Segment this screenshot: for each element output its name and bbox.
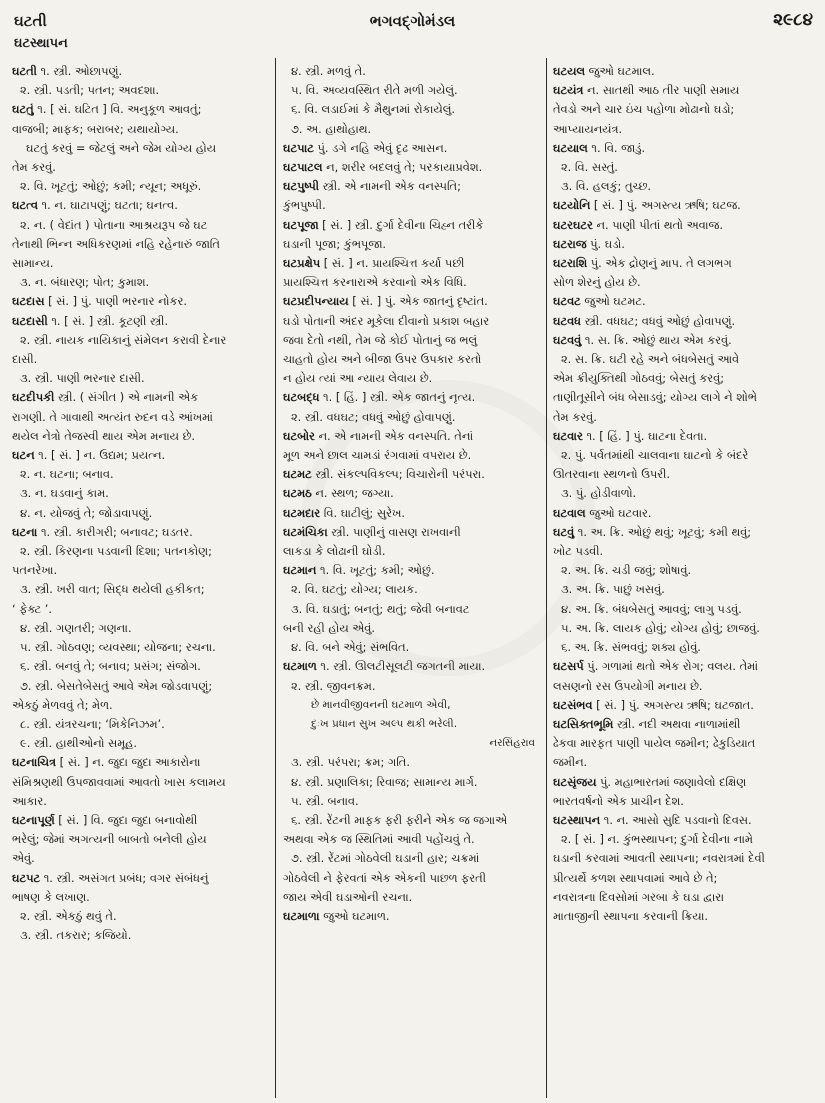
definition-line: ૬. સ્ત્રી. બનવું તે; બનાવ; પ્રસંગ; સંજોગ.	[20, 659, 201, 674]
definition-line: ખોટ પડવી.	[553, 544, 604, 559]
dictionary-entry	[12, 446, 268, 465]
definition-line: ૪. સ્ત્રી. મળવું તે.	[291, 64, 366, 78]
definition-line: ઊતરવાના સ્થળનો ઉપરી.	[553, 467, 670, 482]
headword: ઘટસૃંજય	[553, 774, 597, 789]
definition-line: પ્રીત્યર્થે કળશ સ્થાપવામાં આવે છે તે;	[553, 870, 718, 885]
definition-line: પતનરેખા.	[12, 563, 58, 578]
column-2	[283, 62, 541, 1098]
definition-line: આકાર.	[12, 793, 47, 808]
definition-text: સ્ત્રી. વધઘટ; વધવું ઓછું હોવાપણું.	[581, 313, 736, 328]
definition-text: સ્ત્રી. પાણીનું વાસણ રાખવાની	[327, 524, 461, 539]
definition-text: [ સં. ] પું. અગસ્ત્ય ઋષિ; ઘટજાત.	[592, 697, 754, 712]
definition-line: ૨. વિ. સસ્તું.	[561, 160, 618, 175]
definition-line: ૬. અ. ક્રિ. સંભવવું; શક્ય હોવું.	[561, 640, 701, 655]
definition-line: નવરાત્રના દિવસોમાં ગરબા કે ઘડા દ્વારા	[553, 889, 724, 904]
definition-line: ૪. અ. ક્રિ. બંધબેસતું આવવું; લાગુ પડવું.	[561, 601, 742, 616]
dictionary-entry	[12, 388, 268, 407]
dictionary-entry	[283, 465, 541, 484]
definition-text: [ સં. ] વિ. જુદા જુદા બનાવોથી	[54, 812, 198, 827]
headword: ઘટવાલ	[553, 505, 586, 520]
first-headword: ઘટતી	[14, 12, 47, 30]
definition-text: ૧. ન. આસો સુદિ પડવાનો દિવસ.	[600, 812, 752, 827]
definition-line: ૩. સ્ત્રી. પરંપરા; ક્રમ; ગતિ.	[291, 755, 410, 770]
definition-text: [ સં. ] ન. પ્રાયશ્ચિત્ત કર્યા પછી	[320, 256, 465, 271]
definition-text: પું. એક દ્રોણનું માપ. તે લગભગ	[587, 256, 732, 271]
definition-line: થયેલ નેત્રો તેજસ્વી થાય એમ મનાય છે.	[12, 428, 196, 443]
headword: ઘટયોનિ	[553, 198, 591, 213]
definition-line: ૫. વિ. અવ્યવસ્થિત રીતે મળી ગયેલું.	[291, 83, 458, 98]
definition-line: તેનાથી ભિન્ન અધિકરણમાં નહિ રહેનારું જાતિ	[12, 236, 220, 251]
headword: ઘટબોર	[283, 428, 315, 443]
definition-line: ભાષણ કે લખાણ.	[12, 889, 90, 904]
headword: ઘટમદાર	[283, 505, 321, 520]
headword: ઘટવાર	[553, 428, 583, 443]
definition-text: ૧. અ. ક્રિ. ઓછું થવું; ખૂટવું; કમી થવું;	[574, 524, 752, 539]
dictionary-entry	[283, 523, 541, 542]
page-header	[0, 0, 825, 34]
headword: ઘટમાન	[283, 563, 317, 578]
headword: ઘટવટ	[553, 294, 581, 309]
dictionary-entry	[12, 811, 268, 830]
definition-line: ૬. સ્ત્રી. રેંટની માફક ફરી ફરીને એક જ જગાએ	[291, 812, 508, 827]
definition-text: સ્ત્રી. નદી અથવા નાળામાંથી	[613, 716, 741, 731]
definition-line: ૨. પું. પર્વતમાંથી ચાલવાના ઘાટનો કે બંદરે	[561, 448, 749, 463]
dictionary-entry	[12, 62, 268, 81]
definition-line: ઘડો પોતાની અંદર મૂકેલા દીવાનો પ્રકાશ બહાર	[283, 313, 490, 328]
definition-line: ૨. સ્ત્રી. નાયક નાયિકાનું સંમેલન કરાવી દેનાર	[20, 332, 227, 347]
page-number: ૨૯૮૪	[773, 10, 813, 30]
definition-line: ૫. સ્ત્રી. ગોઠવણ; વ્યવસ્થા; યોજના; રચના.	[20, 640, 216, 655]
dictionary-entry	[283, 388, 541, 407]
dictionary-entry	[12, 312, 268, 331]
column-3	[553, 62, 815, 1098]
definition-line: લાકડા કે લોઢાની ઘોડી.	[283, 544, 386, 559]
definition-line: એમ ક્રીયુક્તિથી ગોઠવવું; બેસતું કરવું;	[553, 371, 725, 386]
definition-text: ન. પાણી પીતાં થતો અવાજ.	[592, 217, 723, 232]
definition-line: આપ્યાયનયંત્ર.	[553, 121, 623, 136]
definition-line: તેમ કરવું.	[12, 160, 56, 175]
definition-line: સંમિશ્રણથી ઉપજાવવામાં આવતો ખાસ કલામય	[12, 774, 226, 789]
headword: ઘટત્વ	[12, 198, 38, 213]
definition-line: ૨. ન. ઘટના; બનાવ.	[20, 467, 114, 482]
definition-line: એવું.	[12, 851, 35, 866]
dictionary-entry	[553, 254, 815, 273]
definition-line: ૨. સ્ત્રી. એકઠું થવું તે.	[20, 908, 117, 923]
dictionary-entry	[553, 216, 815, 235]
definition-line: સોળ શેરનું હોય છે.	[553, 275, 641, 290]
definition-line: ૩. સ્ત્રી. તકરાર; કજિયો.	[20, 928, 132, 943]
headword: ઘટપાટ	[283, 140, 314, 155]
definition-line: ૪. ન. યોજવું તે; જોડાવાપણું.	[20, 505, 153, 520]
definition-line: ૨. વિ. ખૂટતું; ઓછું; કમી; ન્યૂન; અધૂરું.	[20, 179, 202, 194]
definition-line: ૪. સ્ત્રી. પ્રણાલિકા; રિવાજ; સામાન્ય માર્ગ.	[291, 774, 478, 789]
headword: ઘટમંચિકા	[283, 524, 328, 539]
dictionary-entry	[283, 907, 541, 926]
quotation-line: દુઃખ પ્રધાન સુખ અલ્પ થકી ભરેલી.	[311, 717, 458, 730]
headword: ઘટનાચિત્ર	[12, 755, 57, 770]
definition-line: ૮. સ્ત્રી. યંત્રરચના; ‘મિકેનિઝમ’.	[20, 716, 165, 731]
definition-text: ૧. ન. ઘાટાપણું; ઘટતા; ઘનત્વ.	[37, 198, 178, 213]
headword: ઘટયલ	[553, 64, 586, 78]
definition-text: ૧. [ સં. ઘટિત ] વિ. અનુકૂળ આવતું;	[33, 102, 202, 117]
definition-line: ચાહતો હોય અને બીજા ઉપર ઉપકાર કરતો	[283, 352, 482, 367]
dictionary-entry	[283, 561, 541, 580]
last-headword: ઘટસ્થાપન	[14, 36, 68, 51]
dictionary-entry	[553, 696, 815, 715]
quotation-line: છે માનવીજીવનની ઘટમાળ એવી,	[311, 698, 451, 711]
definition-text: ન. એ નામની એક વનસ્પતિ. તેનાં	[314, 428, 474, 443]
definition-text: [ સં. ] ન. જુદા જુદા આકારોના	[56, 755, 201, 770]
dictionary-entry	[553, 312, 815, 331]
headword: ઘટબદ્ધ	[283, 390, 320, 405]
definition-line: ઘટતું કરવું = જેટલું અને જેમ યોગ્ય હોય	[26, 140, 217, 155]
definition-line: ૩. વિ. હલકું; તુચ્છ.	[561, 179, 652, 194]
definition-text: ન, શરીર બદલવું તે; પરકાયાપ્રવેશ.	[322, 160, 483, 175]
definition-line: ૫. સ્ત્રી. બનાવ.	[291, 793, 359, 808]
dictionary-entry	[553, 523, 815, 542]
definition-line: અથવા એક જ સ્થિતિમાં આવી પહોંચવું તે.	[283, 832, 475, 847]
definition-line: ભરેલું; જેમાં અગત્યની બાબતો બનેલી હોય	[12, 832, 207, 847]
definition-line: ૪. સ્ત્રી. ગણતરી; ગણના.	[20, 620, 132, 635]
headword: ઘટયાલ	[553, 140, 588, 155]
definition-text: પું. ગળામાં થતો એક રોગ; વલય. તેમાં	[583, 659, 758, 674]
definition-text: સ્ત્રી. સંકલ્પવિકલ્પ; વિચારોની પરંપરા.	[311, 467, 485, 482]
headword: ઘટવું	[553, 524, 575, 539]
definition-line: ઘડાની પૂજા; કુંભપૂજા.	[283, 236, 387, 251]
column-divider	[275, 58, 276, 1098]
definition-line: ગોઠવેલી ને ફેરવતાં એક એકની પાછળ ફરતી	[283, 870, 486, 885]
definition-line: ૨. સ્ત્રી. પડતી; પતન; અવદશા.	[20, 83, 160, 98]
dictionary-entry	[283, 158, 541, 177]
dictionary-entry	[553, 331, 815, 350]
definition-text: ૧. સ. ક્રિ. ઓછું થાય એમ કરવું.	[581, 332, 732, 347]
headword: ઘટતું	[12, 102, 34, 117]
dictionary-entry	[283, 216, 541, 235]
dictionary-entry	[12, 100, 268, 119]
definition-text: જુઓ ઘટમટ.	[580, 294, 646, 309]
definition-line: ન હોય ત્યાં આ ન્યાય લેવાય છે.	[283, 371, 433, 386]
definition-text: [ સં. ] સ્ત્રી. દુર્ગા દેવીના ચિહ્ન તરીકે	[318, 217, 484, 232]
definition-line: ૩. અ. ક્રિ. પાછું ખસવું.	[561, 582, 665, 597]
definition-text: સ્ત્રી. એ નામની એક વનસ્પતિ;	[318, 179, 461, 194]
definition-line: લસણનો રસ ઉપયોગી મનાય છે.	[553, 678, 703, 693]
headword: ઘટરાશિ	[553, 256, 588, 271]
column-1	[12, 62, 268, 1098]
headword: ઘટદાસી	[12, 313, 48, 328]
definition-line: ૨. સ્ત્રી. કિરણના પડવાની દિશા; પતનકોણ;	[20, 544, 212, 559]
headword: ઘટદાસ	[12, 294, 45, 309]
definition-text: ૧. વિ. જાડું.	[587, 140, 646, 155]
dictionary-entry	[283, 427, 541, 446]
definition-line: તેવડો અને ચાર ઇંચ પહોળા મોઢાનો ઘડો;	[553, 102, 735, 117]
definition-line: જમીન.	[553, 755, 588, 770]
headword: ઘટયંત્ર	[553, 83, 584, 98]
definition-line: ૩. ન. ઘડવાનું કામ.	[20, 486, 109, 501]
definition-text: ૧. [ હિં. ] પું. ઘાટના દેવતા.	[582, 428, 708, 443]
dictionary-entry	[12, 292, 268, 311]
definition-text: ન. સ્થળ; જગ્યા.	[311, 486, 394, 501]
definition-line: ૫. અ. ક્રિ. લાયક હોવું; યોગ્ય હોવું; છાજવું.	[561, 620, 760, 635]
dictionary-entry	[553, 657, 815, 676]
definition-text: ૧. સ્ત્રી. અસંગત પ્રબંધ; વગર સંબંધનું	[40, 870, 209, 885]
headword: ઘટસંભવ	[553, 697, 593, 712]
dictionary-entry	[553, 196, 815, 215]
dictionary-entry	[553, 504, 815, 523]
headword: ઘટન	[12, 448, 35, 463]
definition-line: ૩. સ્ત્રી. પાણી ભરનાર દાસી.	[20, 371, 145, 386]
dictionary-entry	[283, 292, 541, 311]
dictionary-entry	[283, 484, 541, 503]
headword: ઘટમાળા	[283, 908, 320, 923]
headword: ઘટતી	[12, 64, 37, 78]
dictionary-entry	[553, 811, 815, 830]
headword: ઘટમઠ	[283, 486, 312, 501]
definition-line: ૩. ન. બંધારણ; પોત; કુમાશ.	[20, 275, 150, 290]
headword: ઘટસ્થાપન	[553, 812, 601, 827]
definition-text: ૧. [ હિં. ] સ્ત્રી. એક જાતનું નૃત્ય.	[319, 390, 476, 405]
definition-text: પું. ઘડો.	[586, 236, 625, 251]
definition-line: કુંભપુષ્પી.	[283, 198, 326, 213]
definition-line: બની રહી હોય એવું.	[283, 620, 376, 635]
definition-line: ૩. વિ. ઘડાતું; બનતું; થતું; જેવી બનાવટ	[291, 601, 470, 616]
definition-text: પું. ડગે નહિ એવું દૃઢ આસન.	[313, 140, 448, 155]
definition-text: સ્ત્રી. ( સંગીત ) એ નામની એક	[54, 390, 199, 405]
definition-line: ૨. અ. ક્રિ. ચડી જવું; શોષાવું.	[561, 563, 692, 578]
definition-line: ૨. ન. ( વેદાંત ) પોતાના આશ્રયરૂપ જે ઘટ	[20, 217, 208, 232]
definition-line: વાજબી; માફક; બરાબર; યથાયોગ્ય.	[12, 121, 179, 136]
definition-line: ૯. સ્ત્રી. હાથીઓનો સમૂહ.	[20, 736, 138, 751]
definition-line: ૨. [ સં. ] ન. કુંભસ્થાપન; દુર્ગા દેવીના નામે	[561, 832, 753, 847]
definition-line: તેમ કરવું.	[553, 409, 597, 424]
dictionary-entry	[553, 292, 815, 311]
definition-line: ૩. સ્ત્રી. ખરી વાત; સિદ્ધ થયેલી હકીકત;	[20, 582, 205, 597]
headword: ઘટમાળ	[283, 659, 317, 674]
definition-line: એકઠું મેળવવું તે; મેળ.	[12, 697, 113, 712]
headword: ઘટસિક્તભૂમિ	[553, 716, 614, 731]
dictionary-entry	[553, 715, 815, 734]
headword: ઘટપ્રક્ષેપ	[283, 256, 321, 271]
dictionary-entry	[553, 81, 815, 100]
definition-line: માતાજીની સ્થાપના કરવાની ક્રિયા.	[553, 908, 709, 923]
definition-line: ૩. પું. હોડીવાળો.	[561, 486, 637, 501]
definition-line: ૨. સ્ત્રી. વધઘટ; વધવું ઓછું હોવાપણું.	[291, 409, 456, 424]
definition-line: પ્રાયશ્ચિત્ત કરનારાએ કરવાનો એક વિધિ.	[283, 275, 467, 290]
definition-text: [ સં. ] પું. એક જાતનું દૃષ્ટાંત.	[348, 294, 488, 309]
definition-line: દાસી.	[12, 352, 38, 367]
headword: ઘટમટ	[283, 467, 312, 482]
definition-line: ૪. વિ. બને એવું; સંભવિત.	[291, 640, 410, 655]
dictionary-entry	[283, 254, 541, 273]
dictionary-entry	[12, 523, 268, 542]
headword: ઘટપાટલ	[283, 160, 323, 175]
definition-text: ન. સાતથી આઠ તીર પાણી સમાય	[583, 83, 740, 98]
definition-text: ૧. [ સં. ] ન. ઉદ્યમ; પ્રયત્ન.	[34, 448, 166, 463]
dictionary-entry	[283, 657, 541, 676]
column-divider	[546, 58, 547, 1098]
definition-line: જવા દેતો નથી, તેમ જે કોઈ પોતાનું જ ભલું	[283, 332, 478, 347]
definition-line: ઘડાની કરવામાં આવતી સ્થાપના; નવરાત્રમાં દેવી	[553, 851, 765, 866]
definition-text: જુઓ ઘટવાર.	[585, 505, 652, 520]
definition-text: ૧. [ સં. ] સ્ત્રી. કૂટણી સ્ત્રી.	[47, 313, 169, 328]
definition-line: ૭. સ્ત્રી. રેંટમાં ગોઠવેલી ઘડાની હાર; ચક્રમાં	[291, 851, 480, 866]
dictionary-entry	[283, 504, 541, 523]
dictionary-entry	[553, 427, 815, 446]
headword: ઘટરાજ	[553, 236, 587, 251]
definition-text: પું. મહાભારતમાં જણાવેલો દક્ષિણ	[596, 774, 747, 789]
definition-line: ભારતવર્ષનો એક પ્રાચીન દેશ.	[553, 793, 684, 808]
definition-line: તાણીતૂસીને બંધ બેસાડવું; યોગ્ય લાગે ને શોભે	[553, 390, 758, 405]
headword: ઘટવધ	[553, 313, 581, 328]
dictionary-entry	[283, 177, 541, 196]
definition-line: જાય એવી ઘડાઓની રચના.	[283, 889, 413, 904]
headword: ઘટપુષ્પી	[283, 179, 319, 194]
definition-text: વિ. ઘાટીલું; સુરેખ.	[320, 505, 405, 520]
dictionary-entry	[553, 139, 815, 158]
definition-line: ૨. સ્ત્રી. જીવનક્રમ.	[291, 678, 376, 693]
definition-line: ૨. વિ. ઘટતું; યોગ્ય; લાયક.	[291, 582, 418, 597]
headword: ઘટપટ	[12, 870, 41, 885]
definition-line: ૨. સ. ક્રિ. ઘટી રહે અને બંધબેસતું આવે	[561, 352, 740, 367]
definition-text: [ સં. ] પું. પાણી ભરનાર નોકર.	[44, 294, 187, 309]
quotation-author: નરસિંહરાવ	[489, 737, 535, 750]
dictionary-entry	[12, 869, 268, 888]
dictionary-entry	[12, 753, 268, 772]
headword: ઘટસર્પ	[553, 659, 584, 674]
headword: ઘટના	[12, 524, 38, 539]
definition-text: [ સં. ] પું. અગસ્ત્ય ઋષિ; ઘટજ.	[590, 198, 741, 213]
headword: ઘટનાપૂર્ણ	[12, 812, 55, 827]
definition-line: સામાન્ય.	[12, 256, 54, 271]
definition-line: રાગણી. તે ગાવાથી અત્યંત રુદન વડે આંખમાં	[12, 409, 213, 424]
headword: ઘટવવું	[553, 332, 582, 347]
dictionary-entry	[553, 773, 815, 792]
definition-text: ૧. સ્ત્રી. ઊલટીસૂલટી જગતની માયા.	[316, 659, 486, 674]
dictionary-entry	[553, 62, 815, 81]
definition-text: જુઓ ઘટમાલ.	[585, 64, 655, 78]
definition-line: ૭. સ્ત્રી. બેસતેબેસતું આવે એમ જોડવાપણું;	[20, 678, 213, 693]
headword: ઘટરઘટર	[553, 217, 593, 232]
definition-text: ૧. સ્ત્રી. ઓછાપણું.	[36, 64, 123, 78]
definition-line: ૭. અ. હાથોહાથ.	[291, 121, 372, 136]
dictionary-entry	[553, 235, 815, 254]
definition-line: ‘ ફેક્ટ ’.	[12, 601, 53, 616]
definition-line: મૂળ અને છાલ ચામડાં રંગવામાં વપરાય છે.	[283, 448, 472, 463]
headword: ઘટપ્રદીપન્યાય	[283, 294, 349, 309]
definition-line: ૬. વિ. લડાઈમાં કે મૈથુનમાં રોકાયેલું.	[291, 102, 455, 117]
definition-line: ઢેકવા મારફત પાણી પાયેલ જમીન; ઢેકુડિયાત	[553, 736, 756, 751]
headword: ઘટપૂજા	[283, 217, 319, 232]
definition-text: ૧. વિ. ખૂટતું; કમી; ઓછું.	[316, 563, 435, 578]
dictionary-entry	[283, 139, 541, 158]
definition-text: ૧. સ્ત્રી. કારીગરી; બનાવટ; ઘડતર.	[37, 524, 193, 539]
headword: ઘટદીપકી	[12, 390, 55, 405]
dictionary-entry	[12, 196, 268, 215]
definition-text: જુઓ ઘટમાળ.	[319, 908, 390, 923]
book-title: ભગવદ્ગોમંડલ	[369, 12, 456, 30]
